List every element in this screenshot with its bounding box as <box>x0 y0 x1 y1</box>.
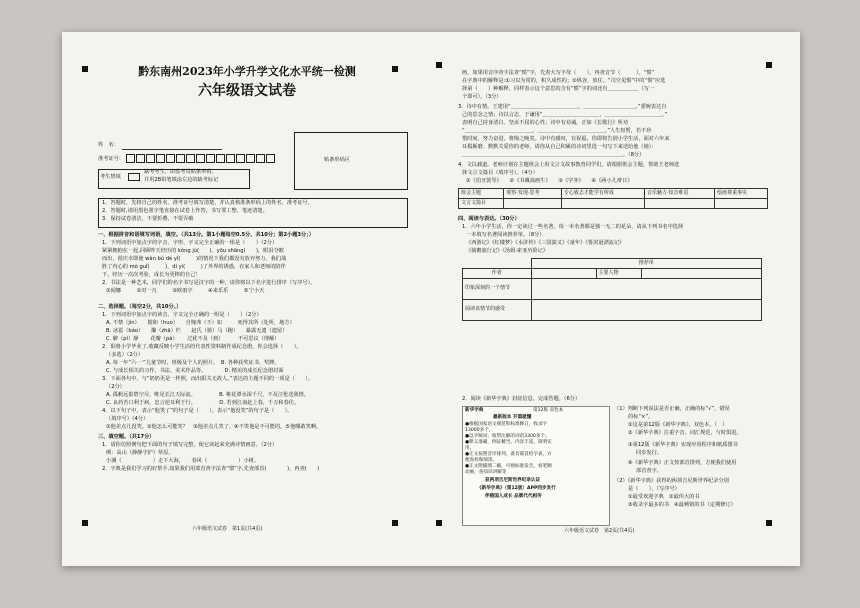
question-text: 表明自己持身清白、坚贞不屈的心性；诗中有劝诫，正如《长歌行》所劝 <box>462 120 629 126</box>
instruction-2: 2．答题时,请用黑色墨字笔直接在试卷上作答，书写要工整、笔迹清楚。 <box>102 208 268 214</box>
answer-cell[interactable] <box>644 199 714 209</box>
name-label: 姓 名： <box>98 142 119 148</box>
exam-no-label: 准考证号： <box>98 156 124 162</box>
table-cell: 文言文篇目 <box>459 199 504 209</box>
question-text: 耳鬓厮磨、默默关爱你的老师，请你从自己积累的诗词里选一句写下来送给他（她）： <box>462 144 657 150</box>
option-text: C. 良药苦口利于病，忠言逆耳利于行。 D. 若到江南赶上春，千万和春住。 <box>106 400 300 406</box>
question-text: 择文言文篇目（填序号）。（4分） <box>462 170 538 176</box>
cover-heading: 新华字典 <box>465 408 484 413</box>
table-row <box>463 300 762 321</box>
answer-cell[interactable] <box>531 269 596 279</box>
question-text: 是（ ），（写序号） <box>628 486 680 492</box>
question-text: 紧紧拥抱在一起,回顾昨天经历的 kǒng jù( )、yōu shāng( )，眼泪夺眶 <box>102 248 284 254</box>
answer-cell[interactable] <box>561 199 644 209</box>
cover-text: 伴随国人成长 品牌代代相传 <box>485 494 542 499</box>
question-text: 下，经历一次次考验，成长为更棒的自己！ <box>102 272 201 278</box>
dictionary-back-cover <box>462 406 610 526</box>
table-row <box>459 189 768 199</box>
question-text: 4．文以载道。老师计划在主题班会上用文言文故事教育同学们，请根据班会主题，帮助王老师选 <box>458 162 680 168</box>
section-3-title: 三、填空题。（共17分） <box>98 434 155 440</box>
question-text: 1．请你仿照例句把下面的句子填写完整，使它读起来充满诗情画意。（2分） <box>102 442 278 448</box>
cover-text: 动画，查知识讲解等 <box>465 470 507 475</box>
exam-no-grid[interactable] <box>126 154 276 163</box>
answer-cell[interactable] <box>641 269 762 279</box>
question-text: （2分） <box>106 384 125 390</box>
cover-text: 最新版本 开篇就懂 <box>493 415 532 420</box>
option-text: B. 冰雹（báo） 攥（zhā）栏 赵氏（骑）马（跑） 暴露无遗（遗留） <box>106 328 288 334</box>
table-cell: 班会主题 <box>459 189 504 199</box>
option-text: A. 孤帆远影碧空尽，唯见长江天际流。 B. 桃花潭水深千尺，不及汪伦送我情。 <box>106 392 309 398</box>
table-row <box>459 199 768 209</box>
cover-text: 获两项吉尼斯世界纪录认证 <box>485 478 541 483</box>
barcode-label: 贴条形码区 <box>324 157 350 163</box>
answer-cell[interactable] <box>531 279 762 300</box>
exam-sheet <box>62 32 800 566</box>
cover-text: ●以字统词，收带注解的词语3300多个。 <box>465 434 550 439</box>
absent-checkbox[interactable] <box>128 173 140 181</box>
question-text: 2．字典是我们学习的好帮手,如果我们用部首查字法查“惯”字,先查部首( )，再查( ) <box>102 466 320 472</box>
question-text: （填序号）（4分） <box>106 416 149 422</box>
table-cell: 观察·发现·思考 <box>504 189 562 199</box>
option-text: A. 不禁（jìn） 搅和（huo） 自愧弗（不）如 死得其所（处所，地方） <box>106 320 295 326</box>
instruction-1: 1．答题时，先将自己的姓名、准考证号填写清楚，并认真核准条形码上的姓名、准考证号。 <box>102 200 313 206</box>
question-text: 2．书法是一种艺术，同学们的名字书写是汉字的一种，请你将以下名字进行排序（写序号）。 <box>102 280 316 286</box>
question-text: 画，如果用音序查字法查“惯”字，先查大写字母（ ），再查音节（ ）。“惯” <box>462 70 655 76</box>
question-text: （1）判断下列说法是否正确，正确的标“√”，错误 <box>614 406 730 412</box>
question-text: 个即可）。（3分） <box>462 94 502 100</box>
topic-table <box>458 188 768 209</box>
question-text: 3．下面各句中，与“奶奶更是一样照，而出阳关无故人。”表达的主题不同的一项是（ ）。 <box>102 376 313 382</box>
exam-subtitle: 六年级语文试卷 <box>198 83 296 99</box>
option-text: ③第12版《新华字典》实现应用程序和纸质图书 <box>628 442 738 448</box>
question-text: 4．以下句子中，表示“他笑了”的句子是（ ），表示“他没笑”的句子是（ ）。 <box>102 408 293 414</box>
option-text: ①《伯牙鼓琴》 ②《书戴嵩画牛》 ③《学弈》 ④《两小儿辩日》 <box>466 178 633 184</box>
question-text: 1．六年小学生活，你一定读过一些名著，每一本名著都是独一无二的花朵，请从下列书名中选择 <box>462 224 684 230</box>
question-text: 择第（ ）种解释，同样表示这个意思的含有“惯”字的词还有＿＿＿＿＿＿（写一 <box>462 86 655 92</box>
option-text: C. 僻（pì）静 花瓣（pá） 过犹不及（到） 不可思议（理解） <box>106 336 280 342</box>
table-cell: 音乐魅力·知音难觅 <box>644 189 714 199</box>
cover-text: 第12版 双色本 <box>533 408 564 413</box>
option-text: ②《新华字典》注重字音、词汇规范，与时俱进。 <box>628 430 742 436</box>
answer-cell[interactable] <box>531 300 762 321</box>
option-text: ③收录字最多的书 ④最畅销的书（定期修订） <box>628 502 736 508</box>
question-text: 2．阳将小学毕业了,收藏反映小学生活的代表性资料制作成纪念册，你会选择（ ）。 <box>102 344 302 350</box>
question-text: 3．诗中有情。王建用“＿＿＿＿＿＿＿＿＿＿＿＿＿，＿＿＿＿＿＿＿＿＿＿。”委婉表达自 <box>458 104 667 110</box>
cover-text: 13000多个。 <box>465 428 494 433</box>
table-cell: 印象深刻的一个情节 <box>463 279 532 300</box>
cover-text: ●释义准确，例证精当，内容丰富，简明实 <box>465 440 552 445</box>
table-cell: 主要人物 <box>596 269 641 279</box>
table-row <box>463 279 762 300</box>
table-row <box>463 269 762 279</box>
question-text: （多选）（2分） <box>106 352 144 358</box>
question-text: 一本填写名著阅读推荐单。（8分） <box>466 232 545 238</box>
answer-cell[interactable] <box>504 199 562 209</box>
name-line[interactable] <box>122 149 222 150</box>
table-cell: 作者 <box>463 269 532 279</box>
exam-title: 黔东南州2023年小学升学文化水平统一检测 <box>138 65 356 78</box>
table-cell: 专心致志才能学有所成 <box>561 189 644 199</box>
cover-text: 用。 <box>465 446 475 451</box>
question-text: ①闻娜 ②对一凡 ③欧雨宇 ④来乐乐 ⑤宁小天 <box>106 288 265 294</box>
cover-text: ●正文附插图二幅，可视标准发音，看笔顺 <box>465 464 552 469</box>
option-text: 同步发行。 <box>636 450 662 456</box>
section-4-title: 四、阅读与表达。（30分） <box>458 216 520 222</box>
section-1-title: 一、根据拼音和语境写词语，填空。（共13分。第1小题每空0.5分，共10分；第2小题3分；） <box>98 232 315 238</box>
question-text: 的标“×”。 <box>628 414 654 420</box>
option-text: C. 与成长相关的习作、书法、美术作品等。 D. 精美的成长纪念册封面 <box>106 368 284 374</box>
page-one <box>62 32 430 566</box>
table-cell: 绘画尊重事实 <box>715 189 768 199</box>
question-text: 小溪（ ）走下大海， 春风（ ）小树。 <box>106 458 260 464</box>
instruction-3: 3．保持试卷清洁，不要折叠、不要弄破 <box>102 216 194 222</box>
question-text: 例：高山（静静守护）草原， <box>106 450 174 456</box>
answer-cell[interactable] <box>715 199 768 209</box>
question-text: 而出，很庆幸即使 wàn bù dé yǐ( )的情况下我们都没有放弃努力，我们战 <box>102 256 287 262</box>
cover-text: 便查检和阅读。 <box>465 458 498 463</box>
forbidden-label: 考生禁填 <box>100 174 121 180</box>
cover-text: ●根据国家语文规范和标准修订，收录字 <box>465 422 548 427</box>
recommendation-table <box>462 258 762 321</box>
absent-note-1: 缺考考生，由监考员贴条形码， <box>144 169 217 175</box>
page-footer: 六年级语文试卷 第1页(共4页) <box>192 526 263 532</box>
section-2-title: 二、选择题。（每空2分，共10分。） <box>98 304 182 310</box>
book-list: 《西游记》《红楼梦》《水浒传》《三国演义》《童年》《鲁滨逊漂流记》 <box>466 240 625 246</box>
barcode-area <box>294 132 408 190</box>
question-text: 胜了内心的 mó guǐ( )、dí yì( )了外界的诱惑，在家人和老师的陪伴 <box>102 264 286 270</box>
question-text: （2）《新华字典》获得的两项吉尼斯世界纪录分别 <box>614 478 729 484</box>
absent-note-2: 并用2B铅笔填涂左边的缺考标记 <box>144 177 219 183</box>
question-text: 1．下列词语中加点字的字音、字形、字义完全正确的一组是（ ）（2分） <box>102 240 278 246</box>
table-header: 推荐单 <box>531 259 762 269</box>
question-text: 1．下列词语中加点字的读音、字义完全正确的一组是（ ）（2分） <box>102 312 262 318</box>
book-list: 《骑鹅旅行记》《汤姆·索亚历险记》 <box>466 248 549 254</box>
option-text: ④《新华字典》正文按部首排列，方便我们使用 <box>628 460 737 466</box>
page-footer: 六年级语文试卷 第2页(共4页) <box>564 528 635 534</box>
question-text: 2．阅读《新华字典》封底信息，完成答题。（6分） <box>462 396 581 402</box>
question-text: 在字典中的解释是:①习以为常的，积久成性的；②纵容，放任。“司空见惯”中的“惯”应选 <box>462 78 666 84</box>
option-text: ①他差点儿没笑。②他怎么可能笑？ ③他差点儿笑了。④不笑他是不可能的。⑤他哪敢笑啊。 <box>106 424 322 430</box>
cover-text: ●正文按照音序排列，备有部首检字表，方 <box>465 452 552 457</box>
option-text: ①这是第12版《新华字典》，双色本。（ ） <box>628 422 728 428</box>
table-cell: 阅读该情节的感受 <box>463 300 532 321</box>
question-text: 惜时间，努力奋进，将悔之晚矣。诗中有感叹，有祝福，你即将告别小学生活，面对六年来 <box>462 136 670 142</box>
table-row <box>463 259 762 269</box>
question-text: 己的思念之情；诗以言志，于谦用“＿＿＿＿＿＿＿＿＿＿＿，＿＿＿＿＿＿＿＿＿＿＿。” <box>462 112 668 118</box>
option-text: A. 每一年“六·一”儿童节时，班级及个人的照片。 B. 各种获奖证书、奖牌。 <box>106 360 280 366</box>
table-cell <box>463 259 532 269</box>
option-text: ①最受欢迎字典 ②最伟大的书 <box>628 494 700 500</box>
option-text: 部首查字。 <box>636 468 662 474</box>
cover-text: 《新华字典》（第12版）APP同步发行 <box>477 486 556 491</box>
question-text: “＿＿＿＿＿＿＿＿＿＿＿＿＿，＿＿＿＿＿＿＿＿＿＿＿＿＿。”人生短暂，若不珍 <box>462 128 652 134</box>
answer-line[interactable]: ＿＿＿＿＿＿＿＿＿＿＿＿＿＿＿＿＿＿＿＿＿＿＿＿＿＿＿＿＿＿＿。（8分） <box>462 152 645 158</box>
page-two <box>432 32 800 566</box>
